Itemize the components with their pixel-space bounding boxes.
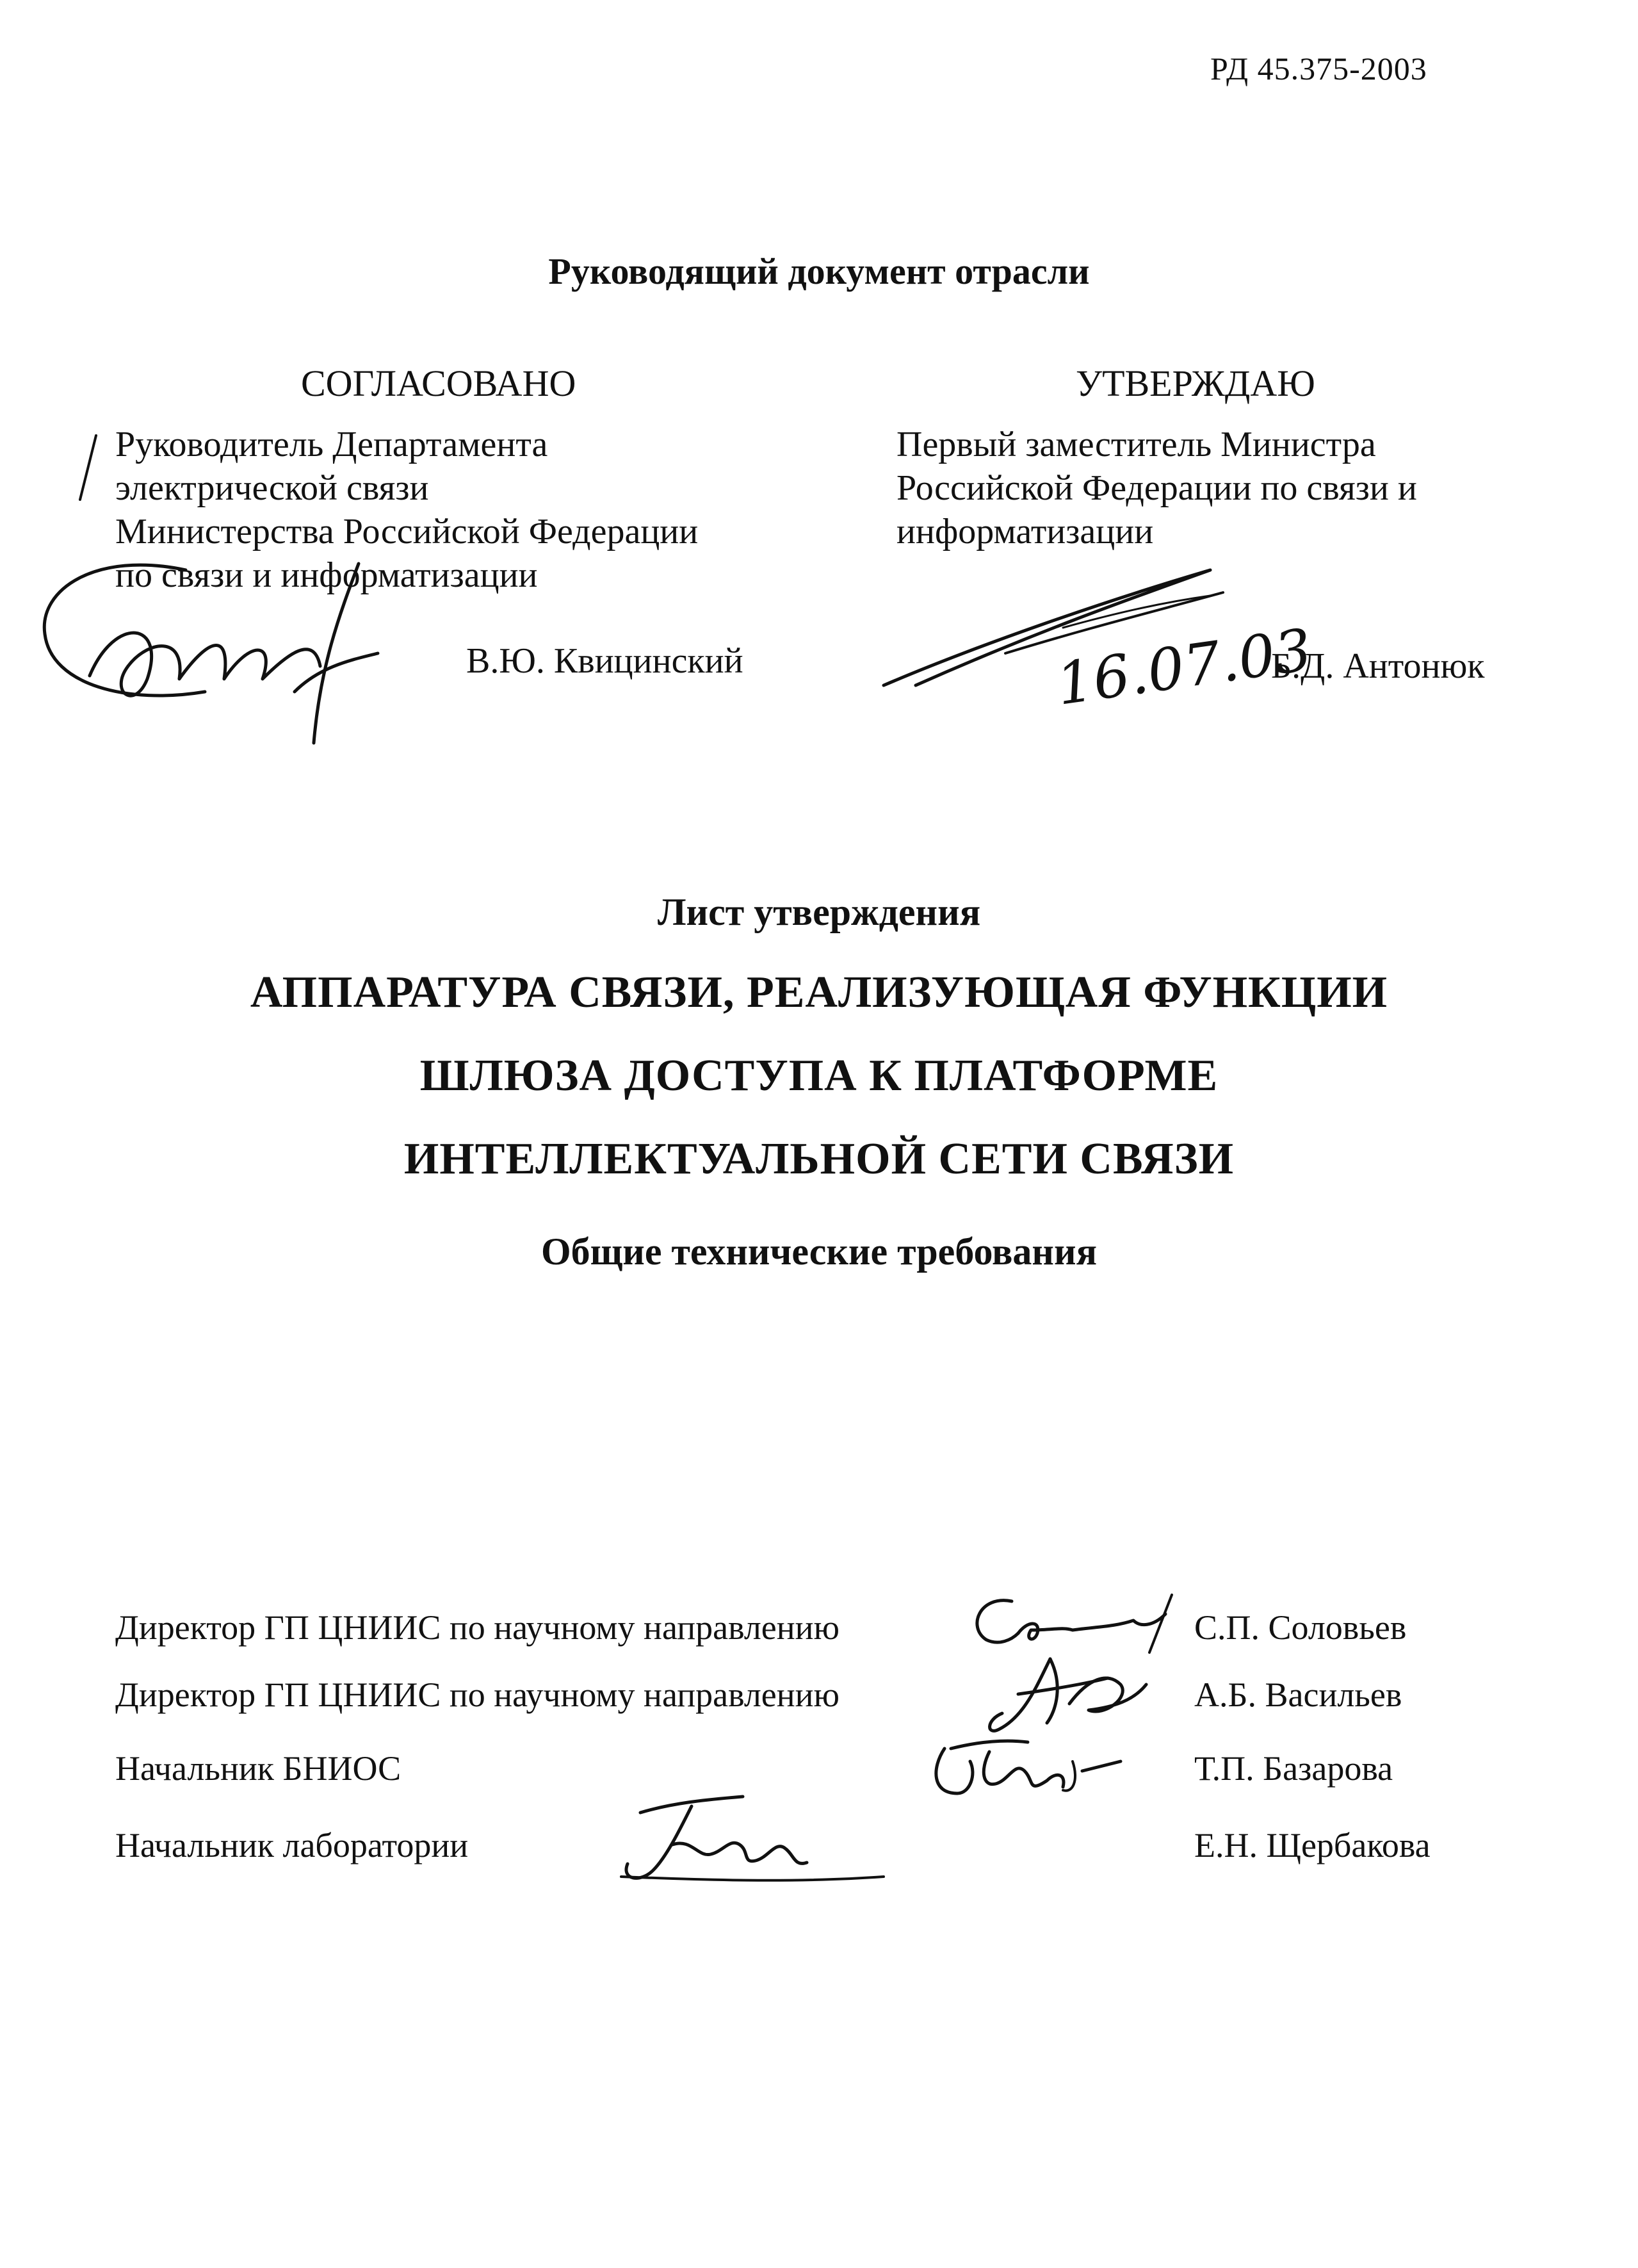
title-line: ИНТЕЛЛЕКТУАЛЬНОЙ СЕТИ СВЯЗИ: [403, 1134, 1235, 1184]
agreed-line: Руководитель Департамента: [115, 425, 548, 464]
document-subtitle: Общие технические требования: [540, 1230, 1098, 1273]
agreed-signatory-name: В.Ю. Квицинский: [466, 641, 743, 681]
agreed-line: по связи и информатизации: [115, 555, 538, 595]
signatory-name: Т.П. Базарова: [1194, 1749, 1393, 1788]
approved-position-block: [896, 423, 1417, 553]
signature-shcherbakova: [602, 1787, 896, 1896]
approved-line: Первый заместитель Министра: [896, 425, 1376, 464]
signature-bazarova: [919, 1723, 1124, 1806]
signatory-position: Начальник лаборатории: [115, 1826, 469, 1864]
document-number: РД 45.375-2003: [1210, 51, 1427, 86]
approved-line: Российской Федерации по связи и: [896, 468, 1417, 508]
approved-label: УТВЕРЖДАЮ: [1076, 363, 1315, 404]
signatory-name: А.Б. Васильев: [1194, 1676, 1402, 1714]
agreed-line: электрической связи: [115, 468, 429, 508]
title-line: ШЛЮЗА ДОСТУПА К ПЛАТФОРМЕ: [419, 1051, 1219, 1100]
signatory-position: Начальник БНИОС: [115, 1749, 401, 1788]
signatory-name: С.П. Соловьев: [1194, 1608, 1407, 1647]
signatory-position: Директор ГП ЦНИИС по научному направлению: [115, 1608, 839, 1647]
signature-kvitsinsky: [19, 423, 455, 756]
title-line: АППАРАТУРА СВЯЗИ, РЕАЛИЗУЮЩАЯ ФУНКЦИИ: [250, 968, 1388, 1017]
document-type-heading: Руководящий документ отрасли: [548, 250, 1090, 292]
approved-line: информатизации: [896, 512, 1154, 551]
approved-signatory-name: Б.Д. Антонюк: [1271, 646, 1485, 686]
signatory-name: Е.Н. Щербакова: [1194, 1826, 1431, 1864]
sheet-title: Лист утверждения: [657, 891, 981, 933]
signature-antonyuk: [877, 557, 1316, 730]
agreed-line: Министерства Российской Федерации: [115, 512, 699, 551]
signatory-position: Директор ГП ЦНИИС по научному направлению: [115, 1676, 839, 1714]
agreed-label: СОГЛАСОВАНО: [301, 363, 576, 404]
approved-date-handwritten: 16.07.03: [1052, 616, 1316, 719]
